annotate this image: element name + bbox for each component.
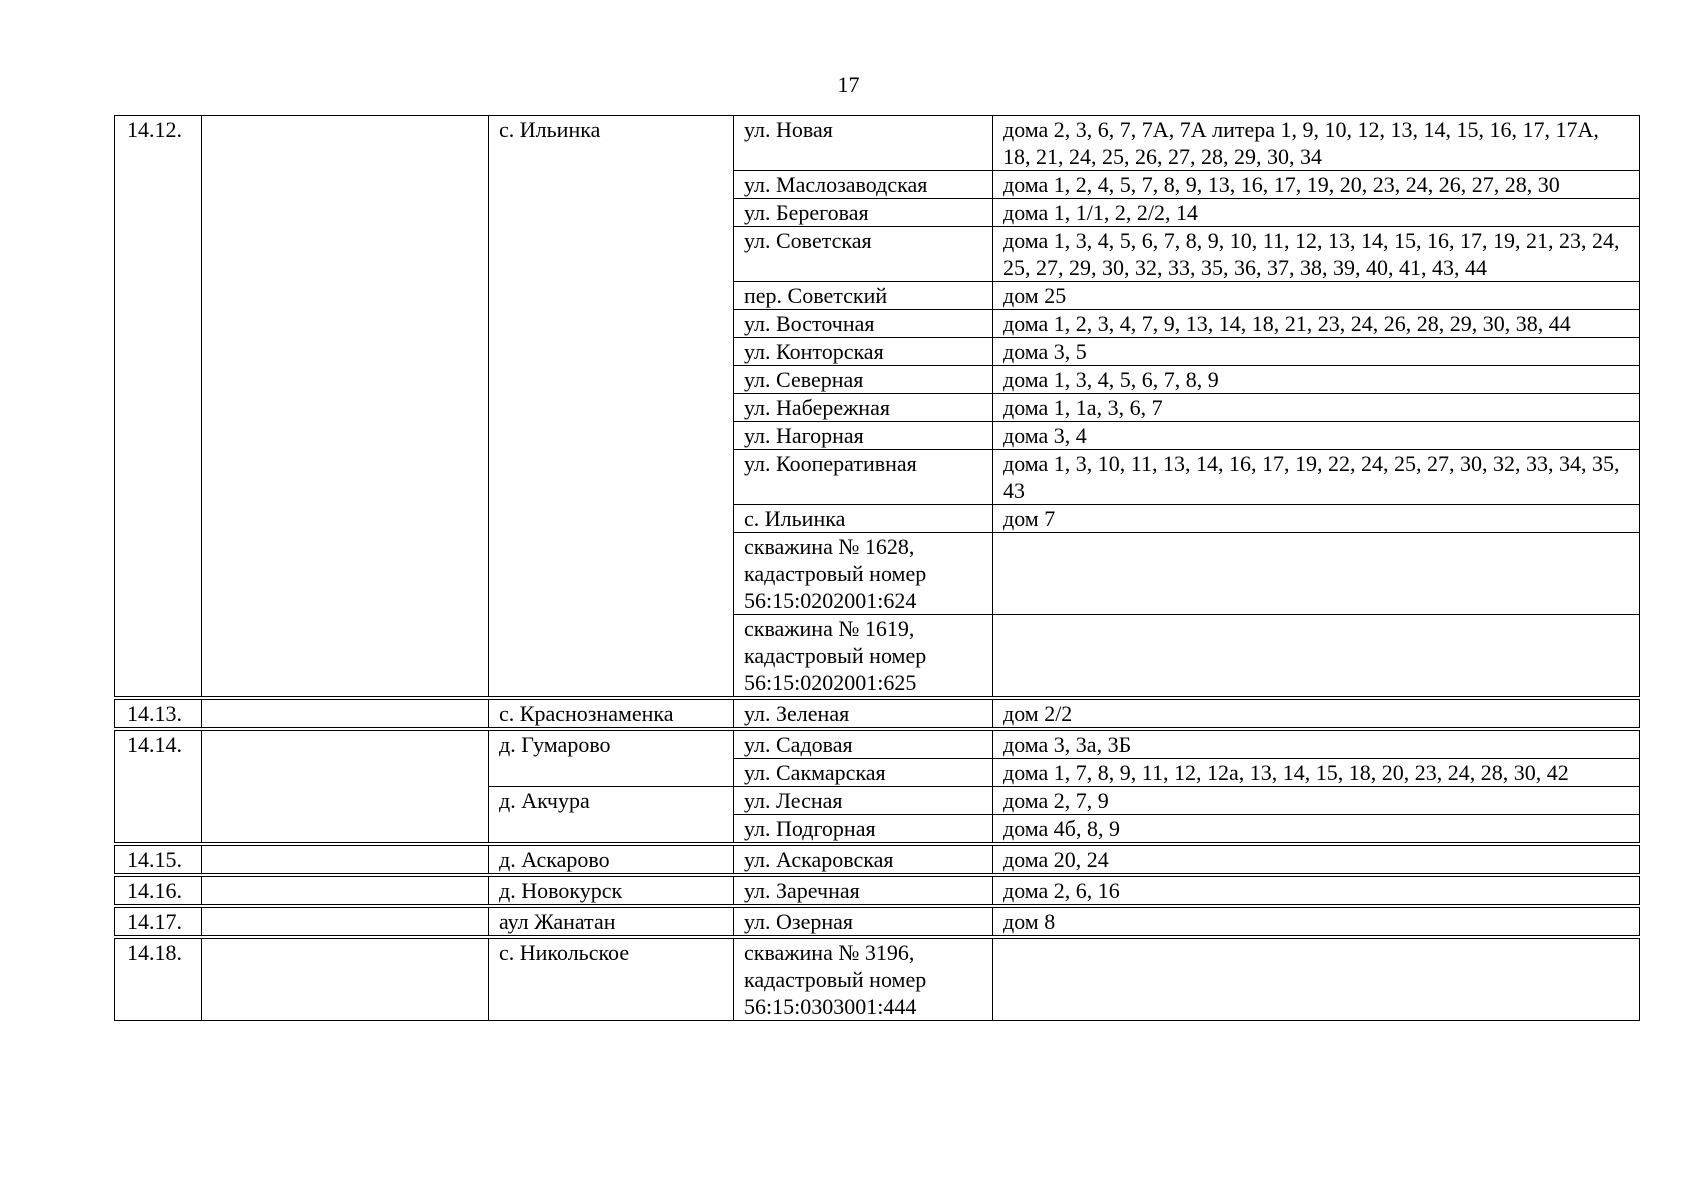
address-table — [114, 115, 1640, 1021]
houses-cell: дом 2/2 — [993, 700, 1640, 728]
settlement-cell: аул Жанатан — [489, 908, 734, 936]
houses-cell: дом 25 — [993, 282, 1640, 310]
street-cell: скважина № 3196, кадастровый номер 56:15:0303001:444 — [734, 939, 993, 1021]
street-cell: ул. Кооперативная — [734, 450, 993, 505]
group-number-cell: 14.18. — [115, 939, 202, 1021]
street-cell: ул. Набережная — [734, 394, 993, 422]
houses-cell: дома 4б, 8, 9 — [993, 815, 1640, 843]
settlement-cell: с. Никольское — [489, 939, 734, 1021]
street-cell: ул. Подгорная — [734, 815, 993, 843]
houses-cell — [993, 615, 1640, 697]
houses-cell: дома 1, 3, 10, 11, 13, 14, 16, 17, 19, 22, 24, 25, 27, 30, 32, 33, 34, 35, 43 — [993, 450, 1640, 505]
address-table-body — [115, 116, 1640, 1021]
settlement-cell: д. Аскарово — [489, 846, 734, 874]
houses-cell: дом 8 — [993, 908, 1640, 936]
street-cell: ул. Маслозаводская — [734, 171, 993, 199]
street-cell: ул. Зеленая — [734, 700, 993, 728]
street-cell: ул. Восточная — [734, 310, 993, 338]
settlement-cell: д. Новокурск — [489, 877, 734, 905]
houses-cell: дома 1, 1а, 3, 6, 7 — [993, 394, 1640, 422]
settlement-cell: д. Акчура — [489, 787, 734, 843]
street-cell: ул. Сакмарская — [734, 759, 993, 787]
street-cell: ул. Озерная — [734, 908, 993, 936]
houses-cell: дома 2, 7, 9 — [993, 787, 1640, 815]
table-row — [115, 846, 1640, 874]
street-cell: ул. Новая — [734, 116, 993, 171]
street-cell: скважина № 1628, кадастровый номер 56:15:0202001:624 — [734, 533, 993, 615]
settlement-cell: д. Гумарово — [489, 731, 734, 787]
houses-cell: дом 7 — [993, 505, 1640, 533]
table-row — [115, 939, 1640, 1021]
houses-cell: дома 1, 1/1, 2, 2/2, 14 — [993, 199, 1640, 227]
houses-cell — [993, 533, 1640, 615]
empty-cell — [202, 908, 489, 936]
houses-cell: дома 1, 2, 4, 5, 7, 8, 9, 13, 16, 17, 19, 20, 23, 24, 26, 27, 28, 30 — [993, 171, 1640, 199]
houses-cell: дома 3, 5 — [993, 338, 1640, 366]
street-cell: ул. Нагорная — [734, 422, 993, 450]
street-cell: ул. Садовая — [734, 731, 993, 759]
table-row — [115, 908, 1640, 936]
houses-cell: дома 3, 3а, 3Б — [993, 731, 1640, 759]
group-number-cell: 14.14. — [115, 731, 202, 843]
table-row — [115, 700, 1640, 728]
street-cell: ул. Аскаровская — [734, 846, 993, 874]
group-number-cell: 14.12. — [115, 116, 202, 697]
street-cell: ул. Береговая — [734, 199, 993, 227]
street-cell: ул. Конторская — [734, 338, 993, 366]
empty-cell — [202, 877, 489, 905]
street-cell: пер. Советский — [734, 282, 993, 310]
empty-cell — [202, 846, 489, 874]
houses-cell: дома 20, 24 — [993, 846, 1640, 874]
street-cell: с. Ильинка — [734, 505, 993, 533]
houses-cell: дома 1, 3, 4, 5, 6, 7, 8, 9, 10, 11, 12, 13, 14, 15, 16, 17, 19, 21, 23, 24, 25, 27, 29, 30, 32, 33, 35, 36, 37, 38, 39, 40, 41, 43, 44 — [993, 227, 1640, 282]
settlement-cell: с. Краснознаменка — [489, 700, 734, 728]
houses-cell: дома 2, 6, 16 — [993, 877, 1640, 905]
empty-cell — [202, 116, 489, 697]
group-number-cell: 14.15. — [115, 846, 202, 874]
street-cell: ул. Лесная — [734, 787, 993, 815]
street-cell: ул. Заречная — [734, 877, 993, 905]
houses-cell: дома 2, 3, 6, 7, 7А, 7А литера 1, 9, 10, 12, 13, 14, 15, 16, 17, 17А, 18, 21, 24, 25, 26, 27, 28, 29, 30, 34 — [993, 116, 1640, 171]
empty-cell — [202, 731, 489, 843]
settlement-cell: с. Ильинка — [489, 116, 734, 697]
houses-cell: дома 1, 2, 3, 4, 7, 9, 13, 14, 18, 21, 23, 24, 26, 28, 29, 30, 38, 44 — [993, 310, 1640, 338]
houses-cell: дома 1, 7, 8, 9, 11, 12, 12а, 13, 14, 15, 18, 20, 23, 24, 28, 30, 42 — [993, 759, 1640, 787]
empty-cell — [202, 939, 489, 1021]
houses-cell: дома 1, 3, 4, 5, 6, 7, 8, 9 — [993, 366, 1640, 394]
street-cell: ул. Советская — [734, 227, 993, 282]
group-number-cell: 14.13. — [115, 700, 202, 728]
table-row — [115, 877, 1640, 905]
page-number: 17 — [837, 72, 860, 97]
empty-cell — [202, 700, 489, 728]
street-cell: ул. Северная — [734, 366, 993, 394]
street-cell: скважина № 1619, кадастровый номер 56:15:0202001:625 — [734, 615, 993, 697]
group-number-cell: 14.16. — [115, 877, 202, 905]
table-row — [115, 116, 1640, 171]
houses-cell — [993, 939, 1640, 1021]
group-number-cell: 14.17. — [115, 908, 202, 936]
table-row — [115, 731, 1640, 759]
houses-cell: дома 3, 4 — [993, 422, 1640, 450]
